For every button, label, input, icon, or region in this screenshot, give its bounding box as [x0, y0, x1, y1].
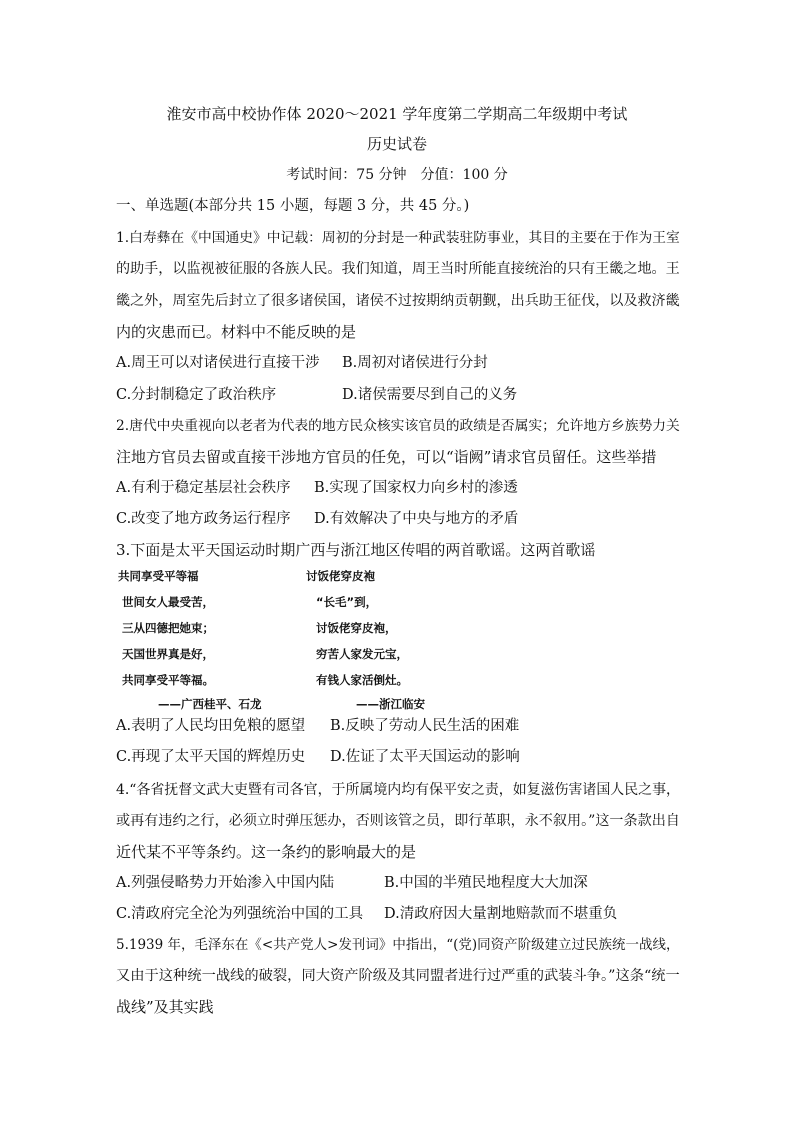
- q2-option-c: C.改变了地方政务运行程序: [116, 511, 291, 527]
- q2-option-b: B.实现了国家权力向乡村的渗透: [314, 480, 518, 496]
- q1-option-d: D.诸侯需要尽到自己的义务: [342, 387, 518, 403]
- q3-option-b: B.反映了劳动人民生活的困难: [330, 718, 520, 734]
- q5-line-1: 5.1939 年，毛泽东在《<共产党人>发刊词》中指出，“(党)同资产阶级建立过民族统一战线，: [116, 937, 680, 953]
- q1-line-2: 的助手，以监视被征服的各族人民。我们知道，周王当时所能直接统治的只有王畿之地。王: [116, 261, 680, 277]
- q1-option-a: A.周王可以对诸侯进行直接干涉: [116, 355, 320, 371]
- poem-right-line-1: “长毛”到，: [316, 595, 378, 609]
- section-heading: 一、单选题(本部分共 15 小题，每题 3 分，共 45 分。): [116, 198, 470, 214]
- q5-line-3: 战线”及其实践: [116, 998, 214, 1016]
- poem-left-title: 共同享受平等福: [118, 569, 199, 583]
- poem-left-source: ——广西桂平、石龙: [158, 697, 262, 711]
- poem-right-line-4: 有钱人家活倒灶。: [316, 673, 408, 687]
- q5-line-2: 又由于这种统一战线的破裂，同大资产阶级及其同盟者进行过严重的武装斗争。”这条“统一: [116, 968, 680, 984]
- poem-left-line-4: 共同享受平等福。: [122, 673, 214, 687]
- q4-option-d: D.清政府因大量割地赔款而不堪重负: [384, 906, 618, 922]
- poem-right-source: ——浙江临安: [356, 697, 425, 711]
- poem-right-line-2: 讨饭佬穿皮袍，: [316, 621, 397, 635]
- q2-line-1: 2.唐代中央重视向以老者为代表的地方民众核实该官员的政绩是否属实；允许地方乡族势力关: [116, 418, 680, 434]
- q1-option-c: C.分封制稳定了政治秩序: [116, 387, 277, 403]
- poem-right-line-3: 穷苦人家发元宝，: [316, 647, 408, 661]
- q4-option-b: B.中国的半殖民地程度大大加深: [384, 875, 588, 891]
- q1-line-1: 1.白寿彝在《中国通史》中记载：周初的分封是一种武装驻防事业，其目的主要在于作为王室: [116, 230, 680, 246]
- q2-option-a: A.有利于稳定基层社会秩序: [116, 480, 291, 496]
- exam-subject: 历史试卷: [366, 135, 427, 153]
- exam-title: 淮安市高中校协作体 2020～2021 学年度第二学期高二年级期中考试: [166, 105, 628, 123]
- q4-option-c: C.清政府完全沦为列强统治中国的工具: [116, 906, 364, 922]
- q3-option-c: C.再现了太平天国的辉煌历史: [116, 749, 306, 765]
- q4-line-3: 近代某不平等条约。这一条约的影响最大的是: [116, 843, 417, 861]
- exam-meta: 考试时间：75 分钟 分值：100 分: [286, 167, 508, 183]
- q1-line-3: 畿之外，周室先后封立了很多诸侯国，诸侯不过按期纳贡朝觐，出兵助王征伐，以及救济畿: [116, 293, 680, 309]
- poem-left-line-1: 世间女人最受苦，: [122, 595, 214, 609]
- poem-left-line-3: 天国世界真是好，: [122, 647, 214, 661]
- q3-option-a: A.表明了人民均田免粮的愿望: [116, 718, 306, 734]
- poem-right-title: 讨饭佬穿皮袍: [306, 569, 375, 583]
- q3-line-1: 3.下面是太平天国运动时期广西与浙江地区传唱的两首歌谣。这两首歌谣: [116, 541, 596, 559]
- q3-option-d: D.佐证了太平天国运动的影响: [330, 749, 520, 765]
- q4-line-1: 4.“各省抚督文武大吏暨有司各官，于所属境内均有保平安之责，如复滋伤害诸国人民之事，: [116, 782, 680, 798]
- q4-line-2: 或再有违约之行，必须立时弹压惩办，否则该管之员，即行革职，永不叙用。”这一条款出自: [116, 813, 680, 829]
- poem-left-line-2: 三从四德把她束；: [122, 621, 214, 635]
- q2-option-d: D.有效解决了中央与地方的矛盾: [314, 511, 519, 527]
- q1-line-4: 内的灾患而已。材料中不能反映的是: [116, 323, 357, 341]
- q4-option-a: A.列强侵略势力开始渗入中国内陆: [116, 875, 335, 891]
- q2-line-2: 注地方官员去留或直接干涉地方官员的任免，可以“诣阙”请求官员留任。这些举措: [116, 448, 657, 466]
- q1-option-b: B.周初对诸侯进行分封: [342, 355, 488, 371]
